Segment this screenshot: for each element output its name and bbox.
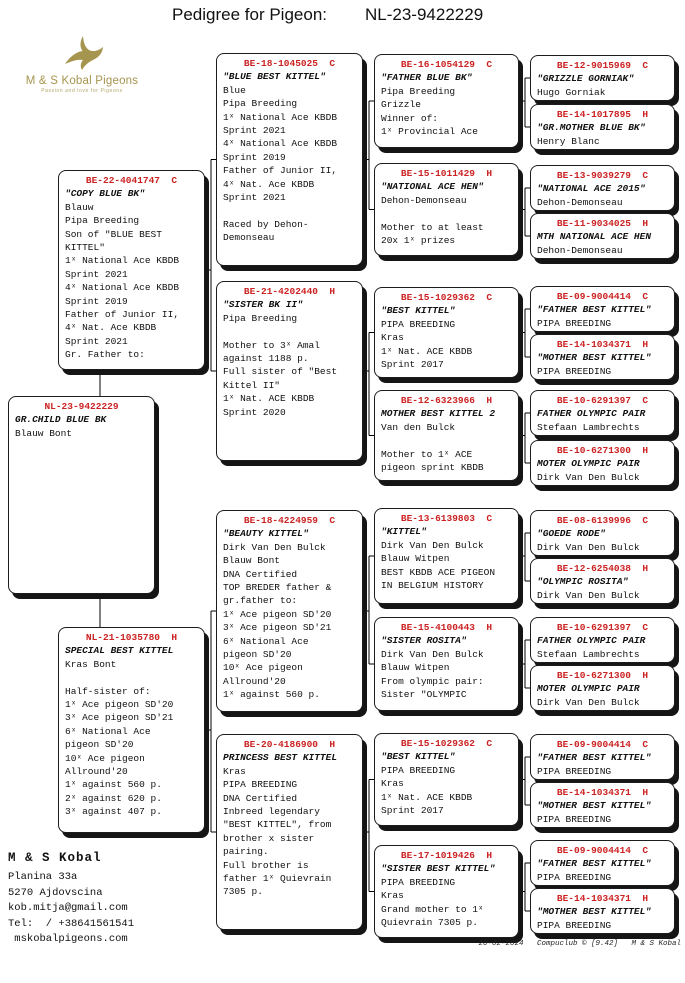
pigeon-info-line: Kras	[381, 890, 404, 902]
pedigree-box-fmfm	[530, 334, 675, 380]
pigeon-info-line: 1ˣ National Ace KBDB	[223, 111, 338, 123]
ring-number: BE-12-9015969 C	[556, 60, 649, 71]
pedigree-box-fmff	[530, 286, 675, 332]
ring-number: BE-12-6254038 H	[556, 563, 649, 574]
pigeon-info-line: Grand mother to 1ˣ	[381, 903, 484, 915]
pigeon-info-line: 3ˣ Ace pigeon SD'21	[223, 622, 332, 634]
pigeon-info-line: Blauw Bont	[223, 555, 281, 567]
ring-number: BE-15-1029362 C	[400, 738, 493, 749]
pigeon-info-line: Pipa Breeding	[65, 215, 140, 227]
pedigree-box-mother	[58, 627, 205, 833]
ring-number: BE-22-4041747 C	[85, 175, 178, 186]
pigeon-info-line: Blauw Witpen	[381, 662, 450, 674]
pigeon-info-line: 3ˣ against 407 p.	[65, 806, 162, 818]
pigeon-info-line: Father of Junior II,	[65, 309, 180, 321]
pigeon-info-line: Dirk Van Den Bulck	[381, 539, 484, 551]
pigeon-info-line: "BEST KITTEL", from	[223, 819, 332, 831]
pigeon-info-line: KITTEL"	[65, 242, 105, 254]
ring-number: BE-15-1029362 C	[400, 292, 493, 303]
pigeon-info-line: Pipa Breeding	[223, 98, 298, 110]
pigeon-info-line: Blauw Bont	[15, 427, 73, 439]
pedigree-box-fmf	[374, 287, 519, 378]
pedigree-box-fmmm	[530, 440, 675, 486]
pedigree-box-mfm	[374, 617, 519, 711]
pigeon-name: MTH NATIONAL ACE HEN	[537, 231, 652, 243]
pedigree-box-mff	[374, 508, 519, 604]
pedigree-box-mfff	[530, 510, 675, 556]
pigeon-name: "FATHER BEST KITTEL"	[537, 752, 652, 764]
pigeon-name: "BLUE BEST KITTEL"	[223, 71, 326, 83]
pigeon-info-line: Blue	[223, 84, 246, 96]
pigeon-name: "GRIZZLE GORNIAK"	[537, 73, 634, 85]
ring-number: BE-16-1054129 C	[400, 59, 493, 70]
pigeon-info-line: Dirk Van Den Bulck	[537, 471, 640, 483]
pigeon-info-line: 6ˣ National Ace	[223, 635, 309, 647]
pigeon-info-line: 20x 1ˣ prizes	[381, 235, 456, 247]
pigeon-info-line: TOP BREDER father &	[223, 582, 332, 594]
pigeon-name: "BEAUTY KITTEL"	[223, 528, 309, 540]
pigeon-info-line: 1ˣ Ace pigeon SD'20	[65, 699, 174, 711]
pigeon-info-line: 1ˣ Provincial Ace	[381, 126, 478, 138]
pigeon-info-line: Sprint 2017	[381, 359, 444, 371]
footer-note: 20-02-2024 Compuclub © [9.42] M & S Kobal	[478, 940, 681, 948]
pigeon-name: "SISTER BK II"	[223, 299, 303, 311]
ring-number: BE-08-6139996 C	[556, 515, 649, 526]
pigeon-info-line: 1ˣ Nat. ACE KBDB	[223, 393, 315, 405]
pigeon-info-line: 4ˣ National Ace KBDB	[65, 282, 180, 294]
contact-name: M & S Kobal	[8, 851, 102, 865]
pedigree-box-father	[58, 170, 205, 370]
pigeon-info-line: IN BELGIUM HISTORY	[381, 580, 484, 592]
pigeon-name: "GOEDE RODE"	[537, 528, 606, 540]
pigeon-info-line: PIPA BREEDING	[223, 779, 298, 791]
pigeon-info-line: Sprint 2017	[381, 805, 444, 817]
contact-block	[8, 851, 134, 948]
pedigree-box-fff	[374, 54, 519, 148]
pigeon-info-line: Kras Bont	[65, 658, 117, 670]
ring-number: BE-10-6291397 C	[556, 622, 649, 633]
pigeon-info-line: PIPA BREEDING	[537, 871, 612, 883]
pigeon-info-line: Dehon-Demonseau	[537, 244, 623, 256]
ring-number: BE-18-4224959 C	[243, 515, 336, 526]
ring-number: BE-13-9039279 C	[556, 170, 649, 181]
pigeon-name: "BEST KITTEL"	[381, 751, 456, 763]
pedigree-box-ffff	[530, 55, 675, 101]
ring-number: BE-14-1034371 H	[556, 893, 649, 904]
pedigree-box-ffmm	[530, 213, 675, 259]
pigeon-info-line: PIPA BREEDING	[537, 365, 612, 377]
pigeon-name: "NATIONAL ACE HEN"	[381, 181, 484, 193]
pigeon-name: "MOTHER BEST KITTEL"	[537, 352, 652, 364]
ring-number: BE-18-1045025 C	[243, 58, 336, 69]
pigeon-info-line: Blauw Witpen	[381, 553, 450, 565]
ring-number: BE-17-1019426 H	[400, 850, 493, 861]
ring-number: BE-14-1034371 H	[556, 787, 649, 798]
ring-number: BE-14-1017895 H	[556, 109, 649, 120]
pigeon-name: "MOTHER BEST KITTEL"	[537, 906, 652, 918]
pigeon-info-line: Blauw	[65, 201, 94, 213]
pigeon-info-line: 6ˣ National Ace	[65, 725, 151, 737]
pigeon-info-line: Hugo Gorniak	[537, 86, 606, 98]
contact-city-line: 5270 Ajdovscina	[8, 886, 103, 899]
pigeon-info-line: pairing.	[223, 846, 269, 858]
pigeon-info-line: Winner of:	[381, 112, 439, 124]
pedigree-box-mm	[216, 734, 363, 930]
pigeon-info-line	[381, 207, 512, 220]
pigeon-name: "BEST KITTEL"	[381, 305, 456, 317]
ring-number: BE-09-9004414 C	[556, 845, 649, 856]
ring-number: BE-13-6139803 C	[400, 513, 493, 524]
pigeon-info-line: pigeon SD'20	[65, 739, 134, 751]
pigeon-info-line: Pipa Breeding	[223, 312, 298, 324]
pigeon-info-line: Kittel II"	[223, 379, 281, 391]
pigeon-info-line: PIPA BREEDING	[381, 876, 456, 888]
pigeon-info-line: Pipa Breeding	[381, 85, 456, 97]
pigeon-info-line: 7305 p.	[223, 886, 263, 898]
pigeon-info-line: Father of Junior II,	[223, 165, 338, 177]
pigeon-info-line: Dirk Van Den Bulck	[537, 696, 640, 708]
pigeon-name: PRINCESS BEST KITTEL	[223, 752, 338, 764]
ring-number: BE-10-6271300 H	[556, 445, 649, 456]
pigeon-info-line: Sprint 2020	[223, 406, 286, 418]
pigeon-name: "MOTHER BEST KITTEL"	[537, 800, 652, 812]
pigeon-name: "GR.MOTHER BLUE BK"	[537, 122, 646, 134]
pigeon-info-line: 4ˣ Nat. Ace KBDB	[65, 322, 157, 334]
pigeon-name: "COPY BLUE BK"	[65, 188, 145, 200]
pigeon-name: "SISTER BEST KITTEL"	[381, 863, 496, 875]
pigeon-info-line: 2ˣ against 620 p.	[65, 792, 162, 804]
pigeon-name: "FATHER BLUE BK"	[381, 72, 473, 84]
pigeon-info-line	[381, 434, 512, 447]
pigeon-info-line: Grizzle	[381, 99, 421, 111]
pigeon-name: "FATHER BEST KITTEL"	[537, 858, 652, 870]
pigeon-info-line: DNA Certified	[223, 792, 298, 804]
pigeon-info-line: 1ˣ against 560 p.	[223, 689, 320, 701]
pedigree-box-ffmf	[530, 165, 675, 211]
ring-number: BE-09-9004414 C	[556, 291, 649, 302]
pigeon-info-line: Full brother is	[223, 859, 309, 871]
pigeon-info-line: Kras	[381, 332, 404, 344]
pigeon-name: MOTER OLYMPIC PAIR	[537, 683, 640, 695]
pigeon-info-line: Sprint 2021	[65, 268, 128, 280]
pigeon-info-line: father 1ˣ Quievrain	[223, 873, 332, 885]
pigeon-info-line: Quievrain 7305 p.	[381, 917, 478, 929]
pigeon-info-line	[223, 325, 356, 338]
pedigree-box-mmff	[530, 734, 675, 780]
pigeon-info-line: 4ˣ National Ace KBDB	[223, 138, 338, 150]
pigeon-info-line: pigeon sprint KBDB	[381, 462, 484, 474]
pedigree-box-mmf	[374, 733, 519, 826]
ring-number: BE-11-9034025 H	[556, 218, 649, 229]
pigeon-info-line: PIPA BREEDING	[381, 318, 456, 330]
pigeon-name: "OLYMPIC ROSITA"	[537, 576, 629, 588]
subject-ring-number: NL-23-9422229	[365, 5, 484, 24]
logo-tagline: Passion and love for Pigeons	[41, 88, 123, 94]
pigeon-info-line: pigeon SD'20	[223, 649, 292, 661]
pigeon-info-line: PIPA BREEDING	[537, 317, 612, 329]
pigeon-name: MOTER OLYMPIC PAIR	[537, 458, 640, 470]
pedigree-box-mmmm	[530, 888, 675, 934]
pedigree-box-fffm	[530, 104, 675, 150]
pedigree-box-mmm	[374, 845, 519, 938]
pigeon-info-line: Stefaan Lambrechts	[537, 421, 640, 433]
pigeon-info-line: 10ˣ Ace pigeon	[65, 752, 145, 764]
pedigree-box-fmm	[374, 390, 519, 481]
pigeon-info-line: Half-sister of:	[65, 685, 151, 697]
pigeon-info-line: Henry Blanc	[537, 135, 600, 147]
pedigree-box-mmfm	[530, 782, 675, 828]
pedigree-box-subject	[8, 396, 155, 594]
pedigree-box-fmmf	[530, 390, 675, 436]
ring-number: BE-21-4202440 H	[243, 286, 336, 297]
pigeon-info-line: Mother to at least	[381, 221, 484, 233]
pigeon-info-line: PIPA BREEDING	[537, 813, 612, 825]
contact-website: mskobalpigeons.com	[8, 933, 128, 945]
pigeon-info-line: BEST KBDB ACE PIGEON	[381, 566, 496, 578]
pigeon-info-line: Allround'20	[65, 766, 128, 778]
pedigree-box-fm	[216, 281, 363, 461]
pedigree-box-ffm	[374, 163, 519, 256]
contact-phone: Tel: / +38641561541	[8, 917, 135, 930]
pigeon-name: GR.CHILD BLUE BK	[15, 414, 107, 426]
pigeon-name: "NATIONAL ACE 2015"	[537, 183, 646, 195]
pigeon-info-line: 10ˣ Ace pigeon	[223, 662, 303, 674]
pigeon-name: SPECIAL BEST KITTEL	[65, 645, 174, 657]
pigeon-info-line: 1ˣ National Ace KBDB	[65, 255, 180, 267]
contact-address-line: Planina 33a	[8, 871, 78, 883]
pigeon-info-line: Gr. Father to:	[65, 349, 145, 361]
pigeon-info-line: Kras	[223, 765, 246, 777]
pigeon-name: "FATHER BEST KITTEL"	[537, 304, 652, 316]
pigeon-info-line: 1ˣ Ace pigeon SD'20	[223, 608, 332, 620]
contact-email: kob.mitja@gmail.com	[8, 902, 128, 914]
pigeon-info-line: Sprint 2021	[223, 192, 286, 204]
ring-number: NL-21-1035780 H	[85, 632, 178, 643]
pigeon-info-line: 3ˣ Ace pigeon SD'21	[65, 712, 174, 724]
pigeon-info-line: PIPA BREEDING	[537, 919, 612, 931]
pigeon-info-line: 1ˣ Nat. ACE KBDB	[381, 791, 473, 803]
ring-number: BE-12-6323966 H	[400, 395, 493, 406]
pigeon-info-line: Dehon-Demonseau	[537, 196, 623, 208]
pigeon-info-line	[223, 204, 356, 217]
pedigree-box-mf	[216, 510, 363, 712]
logo-text: M & S Kobal Pigeons	[25, 75, 139, 87]
pigeon-name: "SISTER ROSITA"	[381, 635, 467, 647]
pigeon-info-line: Inbreed legendary	[223, 806, 320, 818]
pigeon-name: FATHER OLYMPIC PAIR	[537, 635, 646, 647]
pigeon-info-line: gr.father to:	[223, 595, 298, 607]
pigeon-info-line: Full sister of "Best	[223, 366, 338, 378]
pedigree-box-mfmf	[530, 617, 675, 663]
pigeon-info-line: Sister "OLYMPIC	[381, 689, 467, 701]
pedigree-box-mffm	[530, 558, 675, 604]
pigeon-info-line: 4ˣ Nat. Ace KBDB	[223, 178, 315, 190]
pigeon-info-line: 1ˣ against 560 p.	[65, 779, 162, 791]
pigeon-info-line: Dehon-Demonseau	[381, 194, 467, 206]
pigeon-info-line	[65, 671, 198, 684]
pigeon-info-line: Dirk Van Den Bulck	[537, 589, 640, 601]
pigeon-info-line: Sprint 2019	[223, 151, 286, 163]
pigeon-info-line: Dirk Van Den Bulck	[381, 648, 484, 660]
ring-number: BE-15-1011429 H	[400, 168, 493, 179]
pigeon-info-line: brother x sister	[223, 832, 315, 844]
pigeon-info-line: 1ˣ Nat. ACE KBDB	[381, 345, 473, 357]
pigeon-info-line: Mother to 3ˣ Amal	[223, 339, 320, 351]
pigeon-info-line: Raced by Dehon-	[223, 218, 309, 230]
ring-number: BE-14-1034371 H	[556, 339, 649, 350]
pigeon-name: MOTHER BEST KITTEL 2	[381, 408, 496, 420]
pigeon-name: "KITTEL"	[381, 526, 427, 538]
pigeon-info-line: Demonseau	[223, 232, 275, 244]
pigeon-info-line: From olympic pair:	[381, 675, 484, 687]
pigeon-name: FATHER OLYMPIC PAIR	[537, 408, 646, 420]
ring-number: BE-20-4186900 H	[243, 739, 336, 750]
pedigree-box-mmmf	[530, 840, 675, 886]
pedigree-box-ff	[216, 53, 363, 266]
pigeon-info-line: Sprint 2019	[65, 295, 128, 307]
pedigree-box-mfmm	[530, 665, 675, 711]
ring-number: BE-15-4100443 H	[400, 622, 493, 633]
page-title-label: Pedigree for Pigeon:	[172, 5, 327, 24]
ring-number: BE-10-6271300 H	[556, 670, 649, 681]
pigeon-info-line: PIPA BREEDING	[381, 764, 456, 776]
pigeon-info-line: Sprint 2021	[223, 125, 286, 137]
pigeon-info-line: Dirk Van Den Bulck	[537, 541, 640, 553]
pigeon-info-line: PIPA BREEDING	[537, 765, 612, 777]
ring-number: BE-10-6291397 C	[556, 395, 649, 406]
ring-number: BE-09-9004414 C	[556, 739, 649, 750]
ring-number: NL-23-9422229	[44, 401, 119, 412]
pigeon-info-line: DNA Certified	[223, 568, 298, 580]
pigeon-info-line: Allround'20	[223, 675, 286, 687]
pigeon-info-line: Son of "BLUE BEST	[65, 228, 162, 240]
pigeon-info-line: Kras	[381, 778, 404, 790]
pigeon-info-line: Sprint 2021	[65, 335, 128, 347]
pigeon-info-line: Dirk Van Den Bulck	[223, 541, 326, 553]
pigeon-info-line: Van den Bulck	[381, 421, 456, 433]
pigeon-info-line: Stefaan Lambrechts	[537, 648, 640, 660]
pigeon-info-line: Mother to 1ˣ ACE	[381, 448, 473, 460]
pigeon-info-line: against 1188 p.	[223, 353, 309, 365]
